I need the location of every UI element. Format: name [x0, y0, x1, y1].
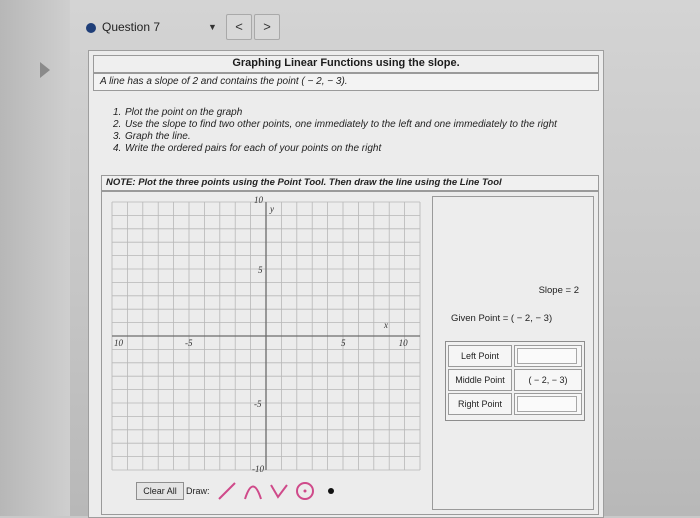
- step-text: Plot the point on the graph: [125, 107, 243, 118]
- right-point-label: Right Point: [448, 393, 512, 415]
- stem-box: [93, 73, 599, 91]
- previous-question-button[interactable]: <: [226, 14, 252, 40]
- table-row: [448, 345, 582, 367]
- question-status-dot-icon: [86, 23, 96, 33]
- step-text: Write the ordered pairs for each of your points on the right: [125, 143, 382, 154]
- left-point-cell: [514, 345, 582, 367]
- note-box: [101, 175, 599, 191]
- parabola-tool-icon[interactable]: [242, 480, 264, 502]
- question-label[interactable]: Question 7: [102, 20, 161, 34]
- draw-toolbar: [136, 480, 376, 506]
- left-point-label: Left Point: [448, 345, 512, 367]
- right-point-cell: [514, 393, 582, 415]
- draw-label: Draw:: [186, 486, 210, 496]
- y-tick-label: -5: [254, 399, 262, 409]
- y-tick-label: -10: [252, 464, 264, 474]
- instruction-step: [113, 119, 583, 131]
- table-row: [448, 369, 582, 391]
- point-tool-icon[interactable]: [320, 480, 342, 502]
- step-number: 3.: [113, 131, 122, 142]
- y-tick-label: 10: [254, 196, 263, 205]
- instruction-step: [113, 107, 583, 119]
- left-sidebar-edge: [0, 0, 70, 516]
- instruction-step: [113, 143, 583, 155]
- x-tick-label: 5: [341, 338, 346, 348]
- circle-tool-icon[interactable]: [294, 480, 316, 502]
- step-number: 2.: [113, 119, 122, 130]
- x-axis-label: x: [384, 320, 388, 330]
- graph-tool-area: [101, 191, 599, 515]
- x-tick-label: -5: [185, 338, 193, 348]
- answer-panel: [432, 196, 594, 510]
- slope-text: Slope = 2: [538, 285, 579, 296]
- question-panel: [88, 50, 604, 518]
- line-tool-icon[interactable]: [216, 480, 238, 502]
- coordinate-grid[interactable]: [106, 196, 426, 478]
- note-text: NOTE: Plot the three points using the Point Tool. Then draw the line using the Line Tool: [106, 177, 502, 188]
- right-point-input[interactable]: [517, 396, 577, 412]
- question-selector[interactable]: [76, 12, 688, 44]
- next-question-button[interactable]: >: [254, 14, 280, 40]
- step-number: 4.: [113, 143, 122, 154]
- expand-arrow-icon[interactable]: [40, 62, 50, 78]
- instruction-step: [113, 131, 583, 143]
- y-axis-label: y: [270, 204, 274, 214]
- step-number: 1.: [113, 107, 122, 118]
- given-point-text: Given Point = ( − 2, − 3): [451, 313, 553, 324]
- left-point-input[interactable]: [517, 348, 577, 364]
- x-tick-label: 10: [398, 338, 408, 348]
- title-box: [93, 55, 599, 73]
- clear-all-button[interactable]: Clear All: [136, 482, 184, 500]
- problem-title: Graphing Linear Functions using the slope.: [232, 57, 460, 69]
- step-text: Graph the line.: [125, 131, 191, 142]
- step-text: Use the slope to find two other points, one immediately to the left and one immediately to the right: [125, 119, 557, 130]
- problem-stem: A line has a slope of 2 and contains the point ( − 2, − 3).: [100, 76, 348, 87]
- chevron-down-icon[interactable]: ▼: [208, 22, 217, 32]
- y-tick-label: 5: [258, 265, 263, 275]
- middle-point-label: Middle Point: [448, 369, 512, 391]
- points-table: [445, 341, 585, 421]
- middle-point-value: ( − 2, − 3): [514, 369, 582, 391]
- checkmark-tool-icon[interactable]: [268, 480, 290, 502]
- x-tick-label: 10: [114, 338, 123, 348]
- table-row: [448, 393, 582, 415]
- instruction-list: [113, 107, 583, 155]
